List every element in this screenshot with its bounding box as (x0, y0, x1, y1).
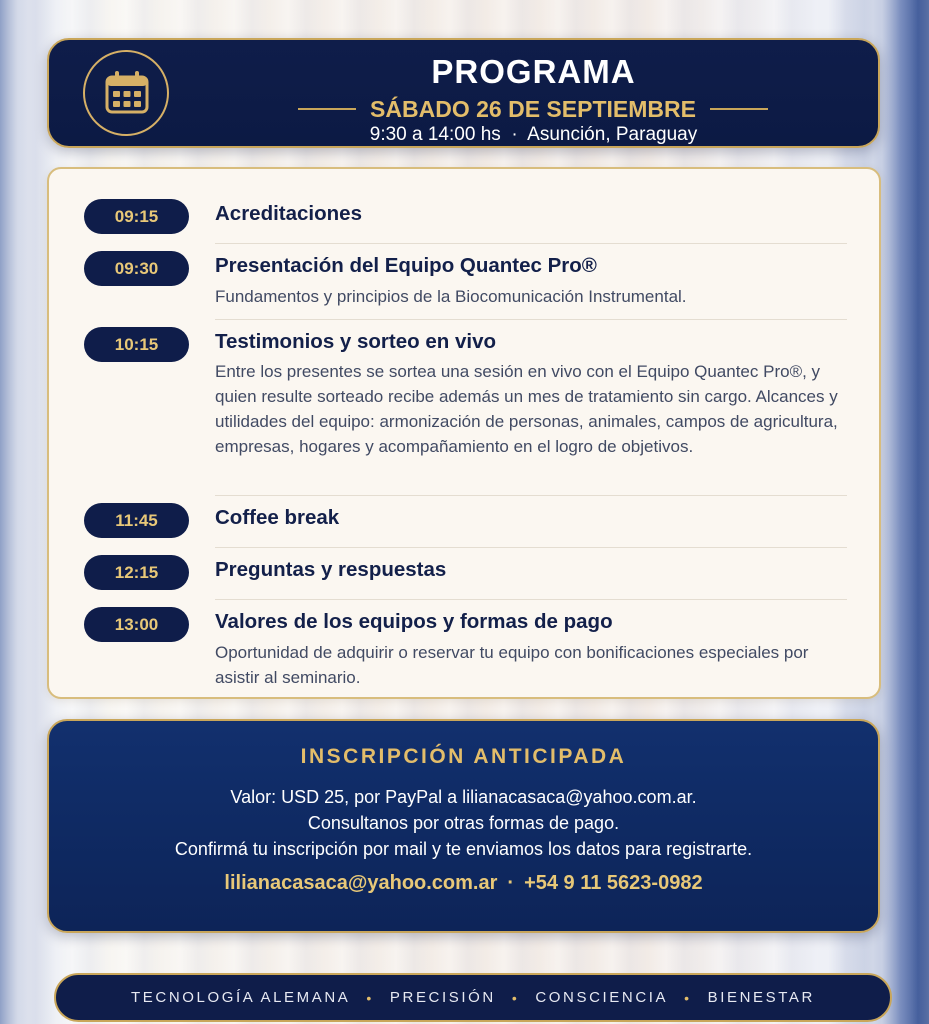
registration-confirm-note: Confirmá tu inscripción por mail y te enviamos los datos para registrarte. (174, 839, 753, 859)
contact-phone-link[interactable]: +54 9 11 5623-0982 (524, 872, 703, 894)
event-date: SÁBADO 26 DE SEPTIEMBRE (370, 95, 696, 122)
program-header (47, 38, 880, 148)
divider (215, 547, 847, 548)
agenda-item-title: Acreditaciones (215, 202, 362, 225)
time-badge: 09:30 (84, 251, 189, 286)
time-badge: 09:15 (84, 199, 189, 234)
registration-title: INSCRIPCIÓN ANTICIPADA (300, 745, 627, 768)
tagline-item: PRECISIÓN (389, 989, 496, 1006)
contact-separator: · (507, 872, 515, 894)
divider (215, 319, 847, 320)
agenda-item-title: Presentación del Equipo Quantec Pro® (215, 254, 597, 277)
time-badge: 12:15 (84, 555, 189, 590)
agenda-item-description: Entre los presentes se sortea una sesión en vivo con el Equipo Quantec Pro®, y quien resulte sorteado recibe además un mes de tratamiento sin cargo. Alcances y utilidades del equipo: armonización de personas, animales, campos de agricultura, empresas, hogares y acompañamiento en el logro de objetivos. (215, 362, 838, 456)
date-row (279, 94, 787, 124)
agenda-item-title: Coffee break (215, 506, 340, 529)
divider (215, 243, 847, 244)
page-title: PROGRAMA (431, 53, 636, 90)
agenda-item-description: Fundamentos y principios de la Biocomunicación Instrumental. (215, 287, 687, 306)
divider-line (710, 108, 768, 110)
time-badge: 13:00 (84, 607, 189, 642)
time-badge: 10:15 (84, 327, 189, 362)
divider-line (298, 108, 356, 110)
contact-row (49, 872, 878, 895)
divider (215, 495, 847, 496)
time-badge: 11:45 (84, 503, 189, 538)
bullet-separator: • (366, 989, 374, 1006)
agenda-item-title: Preguntas y respuestas (215, 558, 447, 581)
tagline-item: BIENESTAR (707, 989, 815, 1006)
bullet-separator: • (511, 989, 520, 1006)
agenda-item-title: Testimonios y sorteo en vivo (215, 330, 496, 353)
registration-payment-note: Consultanos por otras formas de pago. (307, 813, 620, 833)
agenda-card (47, 167, 881, 699)
bullet-separator: • (684, 989, 692, 1006)
divider (215, 599, 847, 600)
agenda-item-title: Valores de los equipos y formas de pago (215, 610, 613, 633)
event-time-location: 9:30 a 14:00 hs · Asunción, Paraguay (369, 124, 698, 145)
tagline-item: TECNOLOGÍA ALEMANA (131, 989, 351, 1006)
footer-tagline (54, 973, 892, 1022)
agenda-item-description: Oportunidad de adquirir o reservar tu equipo con bonificaciones especiales por asistir al seminario. (215, 643, 809, 687)
contact-email-link[interactable]: lilianacasaca@yahoo.com.ar (224, 872, 498, 894)
registration-price: Valor: USD 25, por PayPal a lilianacasaca@yahoo.com.ar. (230, 787, 697, 807)
tagline-item: CONSCIENCIA (535, 989, 669, 1006)
registration-card (47, 719, 880, 933)
